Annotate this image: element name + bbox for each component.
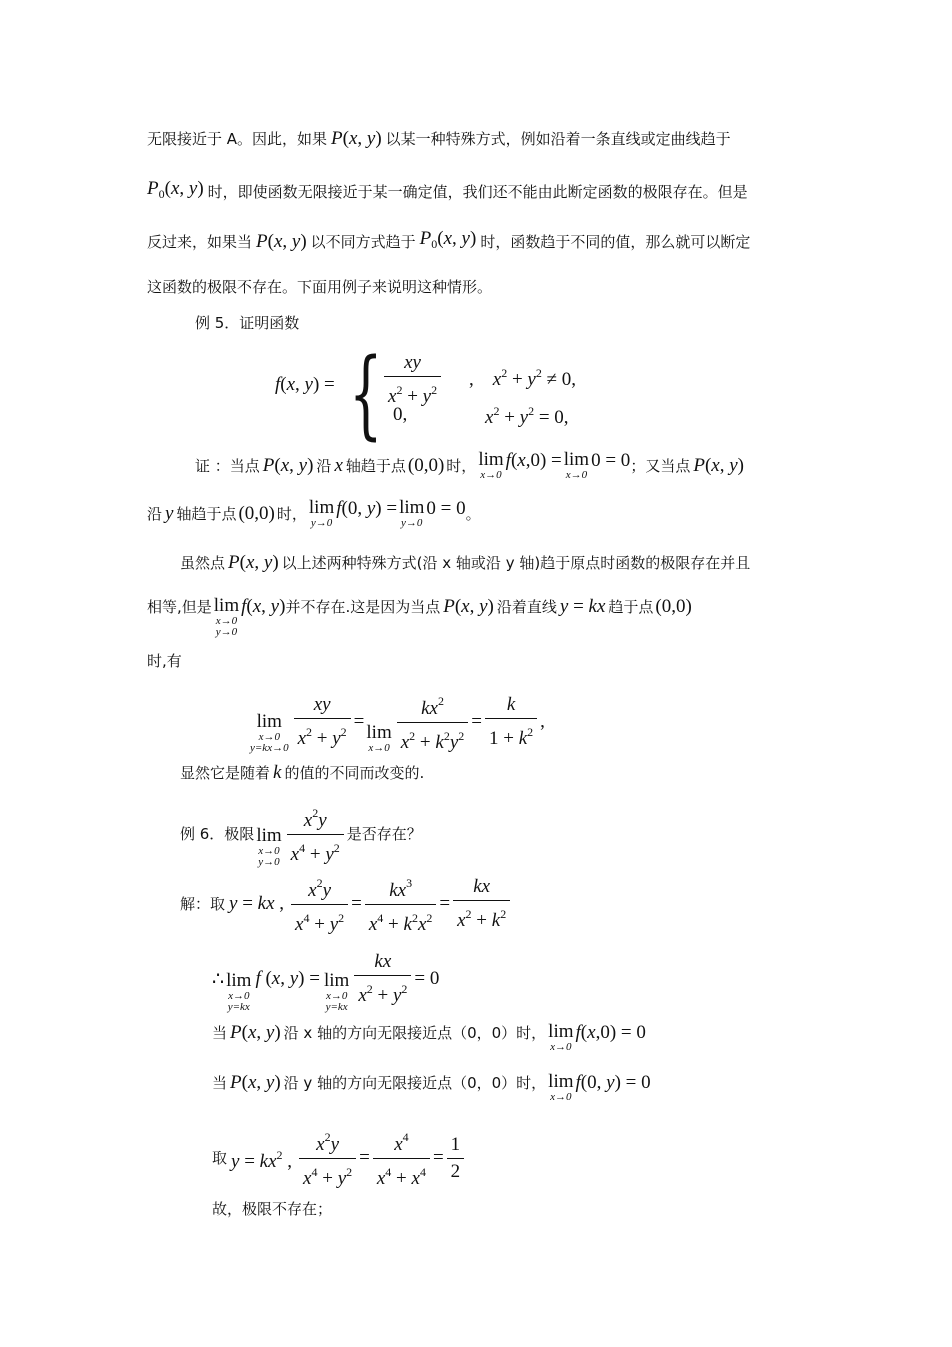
paragraph-line-4: [147, 276, 492, 298]
text: 证 ：当点: [195, 456, 260, 475]
text: 沿着直线: [496, 598, 557, 616]
brace-symbol: {: [349, 338, 383, 450]
text: 时，函数趋于不同的值，那么就可以断定: [480, 232, 751, 251]
text: 反过来，如果当: [147, 232, 253, 251]
text: 无限接近于 A。因此，如果: [147, 130, 328, 148]
solution-line-1: 解：取 y = kx , $\frac{x^2y}{x^4 + y^2}$ = $\frac{kx^3}{x^4 + k^2x^2}$ = $\frac{kx}{x^2 + k^2}$: [180, 872, 513, 936]
text: 例 6．极限: [180, 825, 255, 843]
case-2-value: 0,: [393, 404, 408, 425]
text: 是否存在？: [346, 825, 422, 843]
text: 轴趋于点: [345, 456, 406, 475]
paragraph-line-2: [147, 178, 748, 205]
paragraph-line-3: [147, 228, 750, 255]
explanation-line-2: 相等,但是 lim x→0 y→0 f(x, y) 并不存在.这是因为当点 P(x, y) 沿着直线 y = kx 趋于点 (0,0): [147, 595, 692, 638]
proof-line-2: 沿 y 轴趋于点 (0,0) 时， lim y→0 f(0, y) = lim y→0 0 = 0 。: [147, 497, 481, 529]
text: 轴趋于点: [176, 504, 237, 523]
math-point-p: P(x, y): [331, 128, 382, 149]
conclusion-line: 显然它是随着 k 的值的不同而改变的.: [180, 762, 425, 783]
text: 以不同方式趋于: [310, 232, 416, 251]
piecewise-function: f(x, y) = { $\frac{xy}{x^2 + y^2}$ , $x^2 + y^2 \ne 0$, 0, $x^2 + y^2 = 0$,: [275, 338, 577, 450]
text: 并不存在.这是因为当点: [285, 598, 441, 616]
text: 以某一种特殊方式，例如沿着一条直线或定曲线趋于: [385, 130, 731, 148]
text: 沿: [147, 504, 163, 523]
text: ；又当点: [630, 456, 691, 475]
example-6-title: 例 6．极限 lim x→0 y→0 $\frac{x^2y}{x^4 + y^2}$ 是否存在？: [180, 806, 422, 868]
text: 时，即使函数无限接近于某一确定值，我们还不能由此断定函数的极限存在。但是: [207, 182, 748, 201]
text: 解：取: [180, 895, 226, 913]
text: 当: [212, 1074, 228, 1092]
text: 这函数的极限不存在。下面用例子来说明这种情形。: [147, 278, 493, 296]
text: 当: [212, 1024, 228, 1042]
text: 显然它是随着: [180, 764, 271, 782]
text: 相等,但是: [147, 598, 212, 616]
solution-line-4: 当 P(x, y) 沿 y 轴的方向无限接近点（0，0）时， lim x→0 f(0, y) = 0: [212, 1071, 651, 1103]
solution-line-5: 取 $y = kx^2$ , $\frac{x^2y}{x^4 + y^2}$ = $\frac{x^4}{x^4 + x^4}$ = $\frac{1}{2}$: [212, 1126, 467, 1190]
paragraph-line-1: [147, 128, 731, 150]
text: 虽然点: [180, 554, 226, 572]
solution-line-3: 当 P(x, y) 沿 x 轴的方向无限接近点（0，0）时， lim x→0 f(x,0) = 0: [212, 1021, 646, 1053]
math-point-p0: $P_0(x$, y): [147, 178, 204, 201]
final-line: [212, 1198, 332, 1220]
text: 趋于点: [608, 598, 654, 616]
text: 的值的不同而改变的.: [284, 764, 425, 782]
text: 取: [212, 1149, 228, 1167]
text: 时，: [276, 504, 307, 523]
limit-along-line-formula: lim x→0 y=kx→0 $\frac{xy}{x^2 + y^2}$ = lim x→0 $\frac{kx^2}{x^2 + k^2y^2}$ = $\frac{k}{1 + k^2}$ ,: [250, 694, 545, 754]
text: 时,有: [147, 652, 182, 670]
text: 沿 y 轴的方向无限接近点（0，0）时，: [283, 1074, 547, 1092]
math-point-p0: $P_0(x$, y): [419, 228, 477, 251]
text: 故，极限不存在；: [212, 1200, 333, 1218]
example-5-title: [195, 312, 299, 334]
proof-line-1: 证 ：当点 P(x, y) 沿 x 轴趋于点 (0,0) 时， lim x→0 f(x,0) = lim x→0 0 = 0 ；又当点 P(x, y): [195, 449, 744, 481]
math-point-p: P(x, y): [256, 230, 307, 252]
text: 以上述两种特殊方式(沿 x 轴或沿 y 轴)趋于原点时函数的极限存在并且: [281, 554, 751, 572]
text: 时，: [446, 456, 477, 475]
text: 沿 x 轴的方向无限接近点（0，0）时，: [283, 1024, 547, 1042]
text: 沿: [316, 456, 332, 475]
explanation-line-1: 虽然点 P(x, y) 以上述两种特殊方式(沿 x 轴或沿 y 轴)趋于原点时函数的极限存在并且: [180, 552, 751, 573]
solution-line-2: ∴ lim x→0 y=kx f (x, y) = lim x→0 y=kx $\frac{kx}{x^2 + y^2}$ = 0: [212, 951, 440, 1013]
explanation-line-3: [147, 650, 182, 672]
text: 例 5．证明函数: [195, 314, 300, 332]
text: 。: [465, 504, 481, 523]
